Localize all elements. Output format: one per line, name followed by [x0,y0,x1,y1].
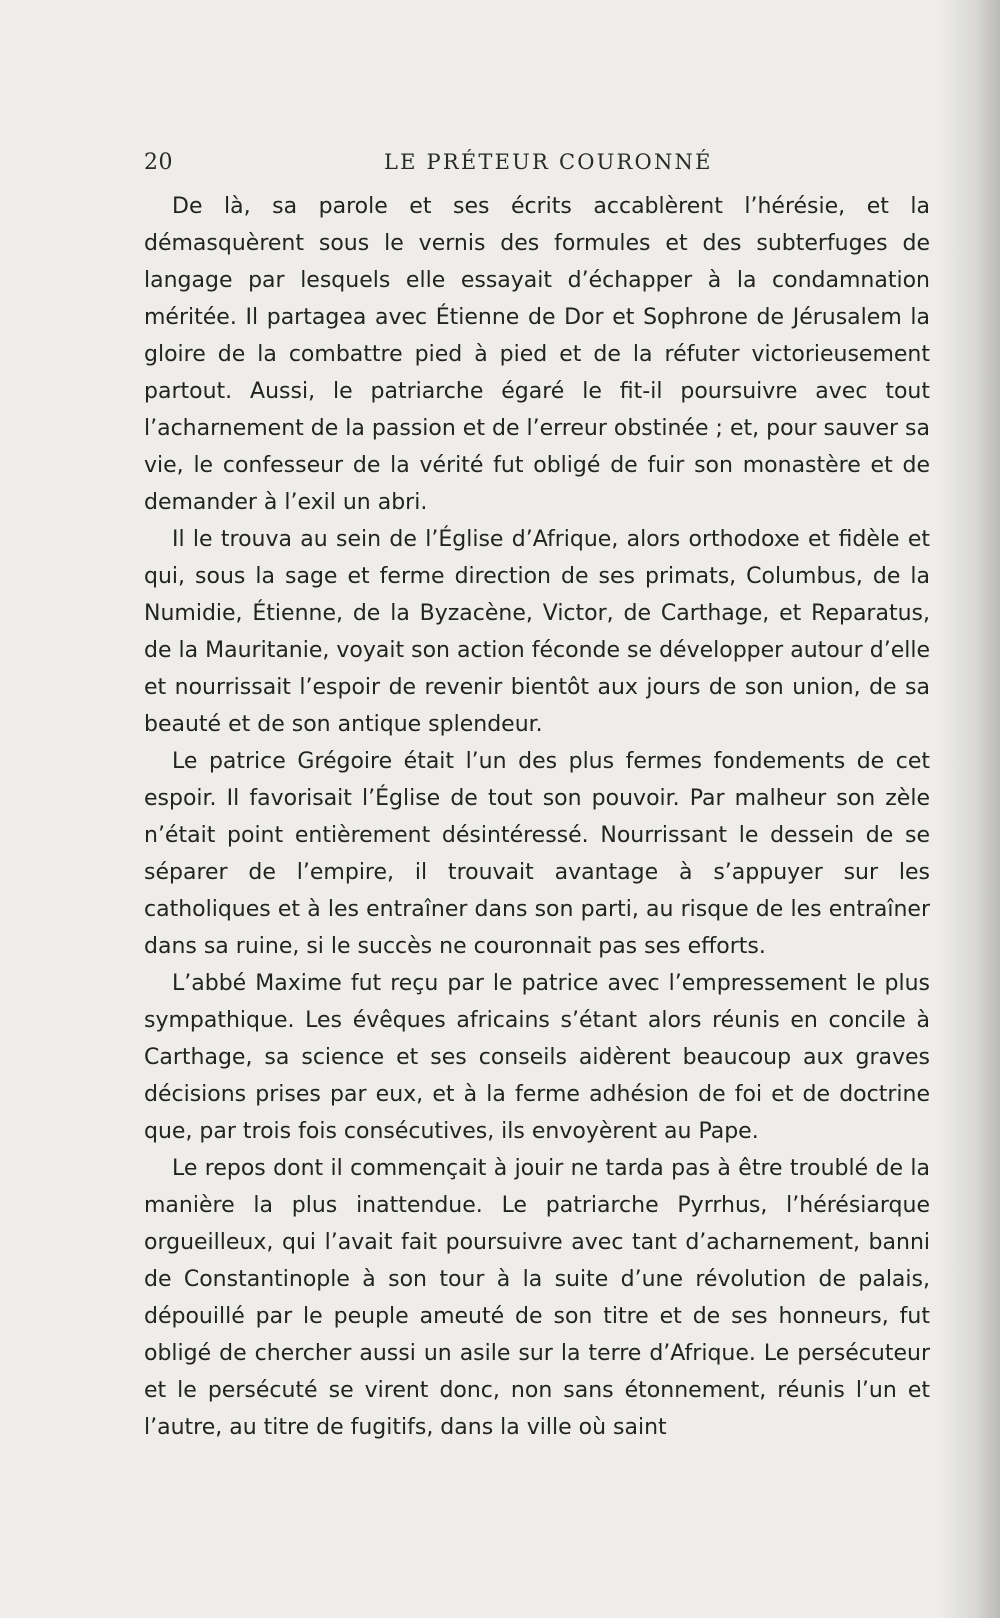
paragraph: Le patrice Grégoire était l’un des plus fermes fondements de cet espoir. Il favorisait l’Église de tout son pouvoir. Par malheur son zèle n’était point entièrement désintéressé. Nourrissant le dessein de se séparer de l’empire, il trouvait avantage à s’appuyer sur les catholiques et à les entraîner dans son parti, au risque de les entraîner dans sa ruine, si le succès ne couronnait pas ses efforts. [144,749,930,959]
paragraph: Il le trouva au sein de l’Église d’Afrique, alors orthodoxe et fidèle et qui, sous la sage et ferme direction de ses primats, Columbus, de la Numidie, Étienne, de la Byzacène, Victor, de Carthage, et Reparatus, de la Mauritanie, voyait son action féconde se développer autour d’elle et nourrissait l’espoir de revenir bientôt aux jours de son union, de sa beauté et de son antique splendeur. [144,527,930,737]
running-head [144,150,934,184]
body-text [144,188,930,1446]
running-title: LE PRÉTEUR COURONNÉ [384,150,713,174]
page-number: 20 [144,150,173,175]
paragraph: L’abbé Maxime fut reçu par le patrice avec l’empressement le plus sympathique. Les évêques africains s’étant alors réunis en concile à Carthage, sa science et ses conseils aidèrent beaucoup aux graves décisions prises par eux, et à la ferme adhésion de foi et de doctrine que, par trois fois consécutives, ils envoyèrent au Pape. [144,971,930,1144]
paragraph: De là, sa parole et ses écrits accablèrent l’hérésie, et la démasquèrent sous le vernis des formules et des subterfuges de langage par lesquels elle essayait d’échapper à la condamnation méritée. Il partagea avec Étienne de Dor et Sophrone de Jérusalem la gloire de la combattre pied à pied et de la réfuter victorieusement partout. Aussi, le patriarche égaré le fit-il poursuivre avec tout l’acharnement de la passion et de l’erreur obstinée ; et, pour sauver sa vie, le confesseur de la vérité fut obligé de fuir son monastère et de demander à l’exil un abri. [144,194,930,515]
paragraph: Le repos dont il commençait à jouir ne tarda pas à être troublé de la manière la plus inattendue. Le patriarche Pyrrhus, l’hérésiarque orgueilleux, qui l’avait fait poursuivre avec tant d’acharnement, banni de Constantinople à son tour à la suite d’une révolution de palais, dépouillé par le peuple ameuté de son titre et de ses honneurs, fut obligé de chercher aussi un asile sur la terre d’Afrique. Le persécuteur et le persécuté se virent donc, non sans étonnement, réunis l’un et l’autre, au titre de fugitifs, dans la ville où saint [144,1156,930,1440]
